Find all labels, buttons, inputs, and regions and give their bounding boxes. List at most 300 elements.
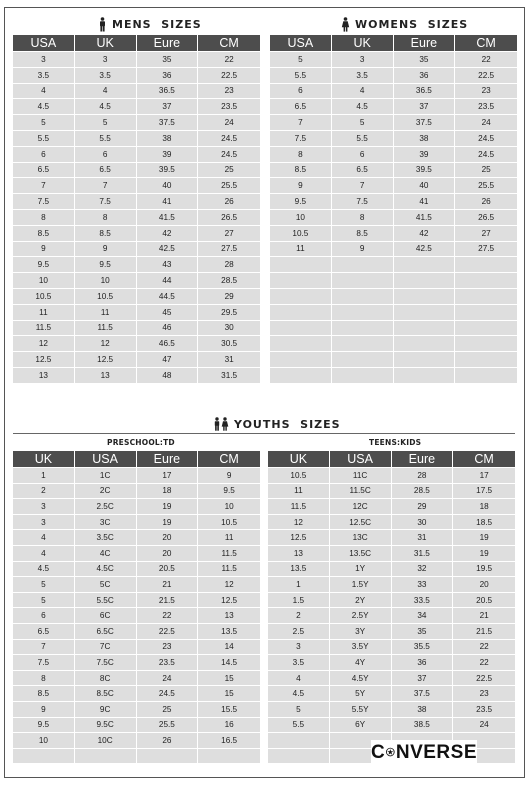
table-cell: 3: [13, 499, 75, 515]
table-cell: [394, 368, 456, 384]
table-cell: 7.5: [270, 131, 332, 147]
table-row: [13, 289, 260, 305]
table-cell: 32: [392, 562, 454, 578]
table-cell: 26.5: [198, 210, 260, 226]
table-row: [270, 194, 517, 210]
table-row: [270, 305, 517, 321]
table-row: [13, 468, 260, 484]
table-cell: 35.5: [392, 640, 454, 656]
table-cell: [13, 749, 75, 765]
mens-sizes-label: MENS SIZES: [112, 18, 202, 31]
table-cell: 9.5: [198, 484, 260, 500]
table-cell: 38: [394, 131, 456, 147]
table-row: [13, 624, 260, 640]
table-cell: 3.5: [75, 68, 137, 84]
table-row: [13, 484, 260, 500]
preschool-subtitle: PRESCHOOL:TD: [107, 438, 175, 447]
table-cell: 9: [75, 242, 137, 258]
table-cell: 9: [198, 468, 260, 484]
table-cell: 19: [453, 530, 515, 546]
table-row: [13, 640, 260, 656]
table-cell: 48: [137, 368, 199, 384]
table-cell: 7.5: [13, 655, 75, 671]
table-row: [13, 131, 260, 147]
table-cell: [455, 336, 517, 352]
table-cell: 4: [268, 671, 330, 687]
table-cell: 14.5: [198, 655, 260, 671]
table-row: [13, 686, 260, 702]
table-row: [13, 546, 260, 562]
table-cell: 44: [137, 273, 199, 289]
column-header: CM: [455, 35, 517, 52]
table-cell: 37.5: [137, 115, 199, 131]
table-cell: 36: [392, 655, 454, 671]
table-row: [270, 163, 517, 179]
table-cell: 10.5: [268, 468, 330, 484]
table-cell: [137, 749, 199, 765]
table-cell: [394, 305, 456, 321]
table-cell: 4: [13, 530, 75, 546]
table-cell: [332, 368, 394, 384]
table-cell: 13: [198, 608, 260, 624]
column-header: Eure: [137, 35, 199, 52]
table-cell: 10: [75, 273, 137, 289]
table-cell: [268, 733, 330, 749]
table-cell: 9: [270, 178, 332, 194]
table-cell: [455, 257, 517, 273]
table-cell: 24: [455, 115, 517, 131]
table-cell: 46: [137, 321, 199, 337]
table-row: [13, 321, 260, 337]
table-row: [13, 671, 260, 687]
mens-sizes-title: [98, 17, 202, 32]
youths-sizes-label: YOUTHS SIZES: [234, 417, 341, 431]
table-cell: 22: [455, 52, 517, 68]
table-cell: 6Y: [330, 718, 392, 734]
table-cell: 7C: [75, 640, 137, 656]
table-row: [270, 68, 517, 84]
table-row: [13, 305, 260, 321]
table-cell: 39: [394, 147, 456, 163]
table-cell: [455, 273, 517, 289]
table-cell: 8: [270, 147, 332, 163]
table-cell: 6.5: [270, 99, 332, 115]
table-cell: 21: [137, 577, 199, 593]
table-cell: 21: [453, 608, 515, 624]
table-cell: 29.5: [198, 305, 260, 321]
table-row: [270, 210, 517, 226]
table-cell: 23: [137, 640, 199, 656]
table-cell: 5Y: [330, 686, 392, 702]
table-row: [13, 655, 260, 671]
table-row: [270, 226, 517, 242]
table-cell: 22: [453, 655, 515, 671]
table-cell: 5.5: [332, 131, 394, 147]
table-row: [13, 242, 260, 258]
table-cell: 6.5C: [75, 624, 137, 640]
table-cell: 2Y: [330, 593, 392, 609]
table-cell: 8.5: [270, 163, 332, 179]
table-cell: 13: [13, 368, 75, 384]
section-divider: [13, 433, 515, 434]
table-cell: 3C: [75, 515, 137, 531]
womens-sizes-label: WOMENS SIZES: [355, 18, 469, 31]
column-header: UK: [332, 35, 394, 52]
table-cell: [455, 305, 517, 321]
mens-size-table: [13, 35, 260, 384]
table-row: [13, 147, 260, 163]
table-cell: 4.5: [13, 562, 75, 578]
table-cell: 42: [137, 226, 199, 242]
table-cell: [270, 289, 332, 305]
table-row: [13, 336, 260, 352]
woman-icon: [341, 17, 350, 32]
table-cell: 19.5: [453, 562, 515, 578]
table-cell: 28.5: [198, 273, 260, 289]
table-row: [268, 546, 515, 562]
table-cell: 37: [392, 671, 454, 687]
table-cell: 5: [13, 593, 75, 609]
table-cell: 4Y: [330, 655, 392, 671]
table-cell: 20: [137, 530, 199, 546]
table-cell: 7: [13, 640, 75, 656]
table-cell: [270, 257, 332, 273]
logo-text-right: NVERSE: [395, 742, 477, 763]
womens-sizes-title: [341, 17, 468, 32]
table-cell: 3.5Y: [330, 640, 392, 656]
table-cell: 24.5: [137, 686, 199, 702]
table-cell: 4C: [75, 546, 137, 562]
table-cell: 20: [453, 577, 515, 593]
table-cell: 45: [137, 305, 199, 321]
table-cell: 26: [455, 194, 517, 210]
table-cell: 46.5: [137, 336, 199, 352]
table-cell: 21.5: [453, 624, 515, 640]
table-row: [13, 577, 260, 593]
table-row: [268, 671, 515, 687]
table-cell: 38: [137, 131, 199, 147]
table-cell: 22: [453, 640, 515, 656]
logo-text-left: C: [371, 742, 386, 763]
table-cell: 19: [137, 515, 199, 531]
table-cell: 25: [455, 163, 517, 179]
table-cell: 9C: [75, 702, 137, 718]
table-cell: 40: [394, 178, 456, 194]
table-cell: 2.5Y: [330, 608, 392, 624]
table-cell: 9.5: [13, 718, 75, 734]
table-cell: 7: [13, 178, 75, 194]
table-cell: [455, 289, 517, 305]
table-cell: 26: [198, 194, 260, 210]
table-row: [268, 484, 515, 500]
table-cell: 37: [394, 99, 456, 115]
table-cell: 1.5Y: [330, 577, 392, 593]
table-row: [270, 336, 517, 352]
table-cell: 22.5: [453, 671, 515, 687]
table-cell: 38: [392, 702, 454, 718]
column-header: USA: [330, 451, 392, 468]
table-row: [270, 257, 517, 273]
table-cell: 1Y: [330, 562, 392, 578]
table-row: [13, 368, 260, 384]
table-cell: 22: [137, 608, 199, 624]
column-header: UK: [75, 35, 137, 52]
table-cell: 18: [137, 484, 199, 500]
table-cell: 12.5C: [330, 515, 392, 531]
table-cell: 9: [13, 702, 75, 718]
table-cell: [332, 321, 394, 337]
table-cell: 42: [394, 226, 456, 242]
table-cell: 10C: [75, 733, 137, 749]
converse-star-icon: [386, 745, 395, 759]
table-cell: 6: [75, 147, 137, 163]
table-row: [13, 68, 260, 84]
table-cell: 8.5: [13, 226, 75, 242]
table-row: [268, 499, 515, 515]
table-cell: 35: [137, 52, 199, 68]
table-cell: 33.5: [392, 593, 454, 609]
table-row: [13, 530, 260, 546]
table-cell: [455, 368, 517, 384]
table-cell: 6: [13, 147, 75, 163]
table-cell: 1C: [75, 468, 137, 484]
table-row: [268, 702, 515, 718]
table-row: [268, 624, 515, 640]
table-cell: 30.5: [198, 336, 260, 352]
table-row: [13, 226, 260, 242]
table-cell: [394, 273, 456, 289]
table-cell: 25.5: [137, 718, 199, 734]
table-cell: 3.5: [13, 68, 75, 84]
table-cell: 8: [13, 671, 75, 687]
table-cell: 3: [13, 515, 75, 531]
table-cell: 26: [137, 733, 199, 749]
table-cell: 6.5: [13, 163, 75, 179]
table-cell: 8: [75, 210, 137, 226]
table-cell: 27.5: [198, 242, 260, 258]
column-header: CM: [198, 451, 260, 468]
table-cell: 36: [137, 68, 199, 84]
table-cell: [455, 352, 517, 368]
table-cell: 14: [198, 640, 260, 656]
table-cell: [332, 305, 394, 321]
table-cell: [270, 336, 332, 352]
table-cell: 12.5: [13, 352, 75, 368]
table-cell: [332, 336, 394, 352]
table-cell: 8.5: [332, 226, 394, 242]
table-row: [270, 84, 517, 100]
table-cell: 37.5: [394, 115, 456, 131]
table-cell: 11.5C: [330, 484, 392, 500]
table-cell: 12.5: [198, 593, 260, 609]
table-cell: 31.5: [198, 368, 260, 384]
table-cell: 37.5: [392, 686, 454, 702]
table-cell: 3: [332, 52, 394, 68]
table-cell: 23: [455, 84, 517, 100]
table-cell: 23.5: [137, 655, 199, 671]
table-cell: 29: [198, 289, 260, 305]
table-row: [270, 178, 517, 194]
table-cell: 12.5: [268, 530, 330, 546]
table-row: [268, 686, 515, 702]
table-cell: 23.5: [455, 99, 517, 115]
table-cell: 4: [332, 84, 394, 100]
table-cell: 13: [268, 546, 330, 562]
table-cell: 4.5C: [75, 562, 137, 578]
table-cell: 15: [198, 671, 260, 687]
table-cell: 13.5: [198, 624, 260, 640]
column-header: Eure: [394, 35, 456, 52]
table-row: [13, 608, 260, 624]
table-row: [270, 99, 517, 115]
table-cell: 41.5: [137, 210, 199, 226]
table-cell: 5.5: [13, 131, 75, 147]
table-cell: 15.5: [198, 702, 260, 718]
table-row: [268, 562, 515, 578]
table-cell: 12: [75, 336, 137, 352]
table-cell: 1: [268, 577, 330, 593]
table-cell: 27: [455, 226, 517, 242]
table-cell: 6.5: [75, 163, 137, 179]
table-cell: 5: [270, 52, 332, 68]
table-cell: 4.5: [75, 99, 137, 115]
table-cell: 7: [270, 115, 332, 131]
table-cell: 39.5: [394, 163, 456, 179]
table-cell: 31: [392, 530, 454, 546]
column-header: USA: [13, 35, 75, 52]
table-cell: 12: [268, 515, 330, 531]
table-row: [270, 52, 517, 68]
table-cell: [332, 289, 394, 305]
table-cell: 17: [137, 468, 199, 484]
table-row: [13, 99, 260, 115]
table-cell: 28: [392, 468, 454, 484]
table-cell: 24: [453, 718, 515, 734]
table-cell: 7.5: [75, 194, 137, 210]
column-header: CM: [453, 451, 515, 468]
table-cell: 36.5: [394, 84, 456, 100]
table-cell: 28: [198, 257, 260, 273]
table-cell: [394, 321, 456, 337]
column-header: USA: [75, 451, 137, 468]
table-cell: 40: [137, 178, 199, 194]
table-cell: 18.5: [453, 515, 515, 531]
teens-subtitle: TEENS:KIDS: [369, 438, 422, 447]
table-cell: 13.5: [268, 562, 330, 578]
table-row: [13, 273, 260, 289]
table-cell: 28.5: [392, 484, 454, 500]
table-cell: 8.5C: [75, 686, 137, 702]
table-cell: 5: [13, 577, 75, 593]
column-header: Eure: [392, 451, 454, 468]
table-row: [270, 368, 517, 384]
table-cell: 36: [394, 68, 456, 84]
table-cell: 6: [270, 84, 332, 100]
table-row: [13, 84, 260, 100]
table-cell: [332, 352, 394, 368]
table-cell: 11.5: [268, 499, 330, 515]
table-cell: 2C: [75, 484, 137, 500]
table-cell: 8: [13, 210, 75, 226]
table-cell: 13.5C: [330, 546, 392, 562]
table-row: [270, 273, 517, 289]
column-header: UK: [13, 451, 75, 468]
table-cell: 36.5: [137, 84, 199, 100]
table-cell: 41: [394, 194, 456, 210]
table-cell: 3.5C: [75, 530, 137, 546]
table-cell: [270, 368, 332, 384]
table-cell: [394, 289, 456, 305]
table-cell: 10: [13, 273, 75, 289]
column-header: Eure: [137, 451, 199, 468]
table-cell: 24.5: [455, 147, 517, 163]
table-cell: 9.5: [270, 194, 332, 210]
table-cell: 42.5: [394, 242, 456, 258]
table-cell: 5: [75, 115, 137, 131]
table-cell: 11: [270, 242, 332, 258]
table-cell: 3: [268, 640, 330, 656]
table-cell: 13C: [330, 530, 392, 546]
table-cell: 4: [13, 84, 75, 100]
table-cell: 9: [13, 242, 75, 258]
table-cell: 4.5: [13, 99, 75, 115]
table-cell: 33: [392, 577, 454, 593]
table-cell: 7: [75, 178, 137, 194]
table-cell: 22.5: [137, 624, 199, 640]
table-row: [270, 289, 517, 305]
table-cell: 10.5: [198, 515, 260, 531]
table-row: [13, 178, 260, 194]
table-cell: 13: [75, 368, 137, 384]
table-cell: 8: [332, 210, 394, 226]
youths-sizes-title: [213, 417, 341, 431]
table-cell: 30: [198, 321, 260, 337]
table-cell: 20.5: [137, 562, 199, 578]
table-cell: 2: [13, 484, 75, 500]
table-cell: 11: [198, 530, 260, 546]
table-row: [13, 194, 260, 210]
table-cell: 10: [270, 210, 332, 226]
table-cell: 5: [13, 115, 75, 131]
table-cell: 18: [453, 499, 515, 515]
column-header: USA: [270, 35, 332, 52]
table-cell: 11.5: [198, 562, 260, 578]
table-cell: 11: [13, 305, 75, 321]
table-cell: 31: [198, 352, 260, 368]
table-cell: 9.5C: [75, 718, 137, 734]
table-cell: 26.5: [455, 210, 517, 226]
table-cell: 7.5: [13, 194, 75, 210]
table-cell: [270, 305, 332, 321]
column-header: UK: [268, 451, 330, 468]
table-row: [270, 352, 517, 368]
table-cell: 4.5: [268, 686, 330, 702]
table-row: [268, 577, 515, 593]
table-cell: 7.5: [332, 194, 394, 210]
table-cell: 1.5: [268, 593, 330, 609]
table-cell: 23: [453, 686, 515, 702]
table-cell: 10.5: [13, 289, 75, 305]
table-cell: 10.5: [75, 289, 137, 305]
table-cell: 11: [268, 484, 330, 500]
table-cell: 12.5: [75, 352, 137, 368]
table-cell: 22: [198, 52, 260, 68]
table-cell: 21.5: [137, 593, 199, 609]
table-cell: 38.5: [392, 718, 454, 734]
table-cell: 37: [137, 99, 199, 115]
table-cell: 4: [13, 546, 75, 562]
table-cell: 23.5: [198, 99, 260, 115]
